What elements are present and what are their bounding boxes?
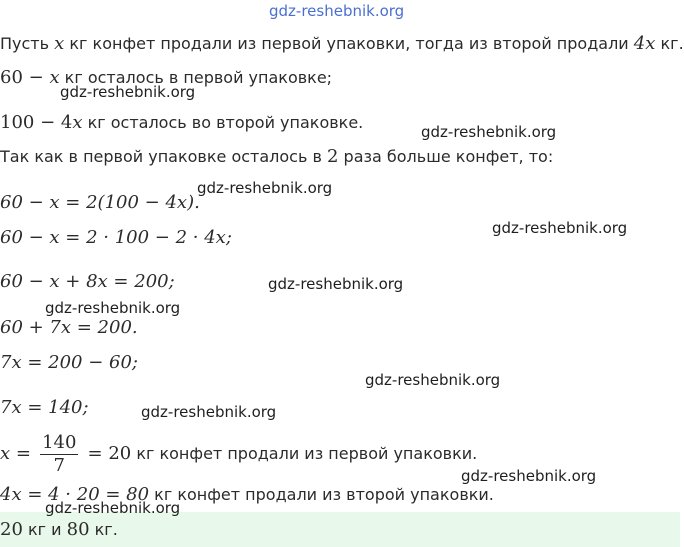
answer-text: кг.: [89, 520, 118, 539]
equation-line-5: 60 − x = 2(100 − 4x).: [0, 192, 200, 213]
watermark-5: gdz-reshebnik.org: [268, 275, 404, 293]
math-number: 2: [327, 146, 339, 167]
answer-line: [0, 519, 118, 541]
equation-line-10: 7x = 140;: [0, 397, 89, 418]
watermark-8: gdz-reshebnik.org: [141, 403, 277, 421]
watermark-9: gdz-reshebnik.org: [461, 467, 597, 485]
math-expr: 4x: [633, 33, 656, 54]
math-expr: x =: [0, 443, 31, 464]
fraction-numerator: 140: [42, 432, 77, 453]
watermark-10: gdz-reshebnik.org: [45, 499, 181, 517]
equation-line-11: [0, 432, 477, 477]
text: кг осталось во второй упаковке.: [82, 113, 364, 132]
solution-line-4: [0, 146, 553, 168]
math-var: x: [72, 112, 83, 133]
equation-line-6: 60 − x = 2 · 100 − 2 · 4x;: [0, 227, 232, 248]
equation-line-7: 60 − x + 8x = 200;: [0, 271, 175, 292]
text: раза больше конфет, то:: [338, 147, 554, 166]
math-var: x: [54, 33, 65, 54]
solution-line-1: [0, 33, 684, 55]
watermark-4: gdz-reshebnik.org: [492, 219, 628, 237]
watermark-1: gdz-reshebnik.org: [60, 83, 196, 101]
math-expr: 4x = 4 · 20 = 80: [0, 484, 150, 505]
watermark-3: gdz-reshebnik.org: [197, 179, 333, 197]
text: кг осталось в первой упаковке;: [59, 68, 333, 87]
watermark-7: gdz-reshebnik.org: [365, 371, 501, 389]
solution-line-3: [0, 112, 363, 134]
watermark-2: gdz-reshebnik.org: [421, 123, 557, 141]
answer-number-1: 20: [0, 519, 23, 540]
text: кг конфет продали из первой упаковки.: [131, 444, 478, 463]
equation-line-9: 7x = 200 − 60;: [0, 352, 138, 373]
fraction: [40, 432, 78, 477]
text: кг конфет продали из второй упаковки.: [149, 485, 494, 504]
fraction-denominator: 7: [53, 455, 65, 476]
answer-text: кг и: [22, 520, 67, 539]
math-expr: 100 − 4: [0, 112, 73, 133]
watermark-6: gdz-reshebnik.org: [45, 299, 181, 317]
text: кг.: [655, 34, 684, 53]
equation-line-8: 60 + 7x = 200.: [0, 317, 138, 338]
text: Пусть: [0, 34, 55, 53]
math-expr: 60 −: [0, 67, 50, 88]
answer-number-2: 80: [66, 519, 90, 540]
text: кг конфет продали из первой упаковки, тогда из второй продали: [64, 34, 634, 53]
watermark-top: gdz-reshebnik.org: [269, 2, 405, 20]
math-expr: = 20: [87, 443, 132, 464]
text: Так как в первой упаковке осталось в: [0, 147, 327, 166]
math-var: x: [49, 67, 60, 88]
